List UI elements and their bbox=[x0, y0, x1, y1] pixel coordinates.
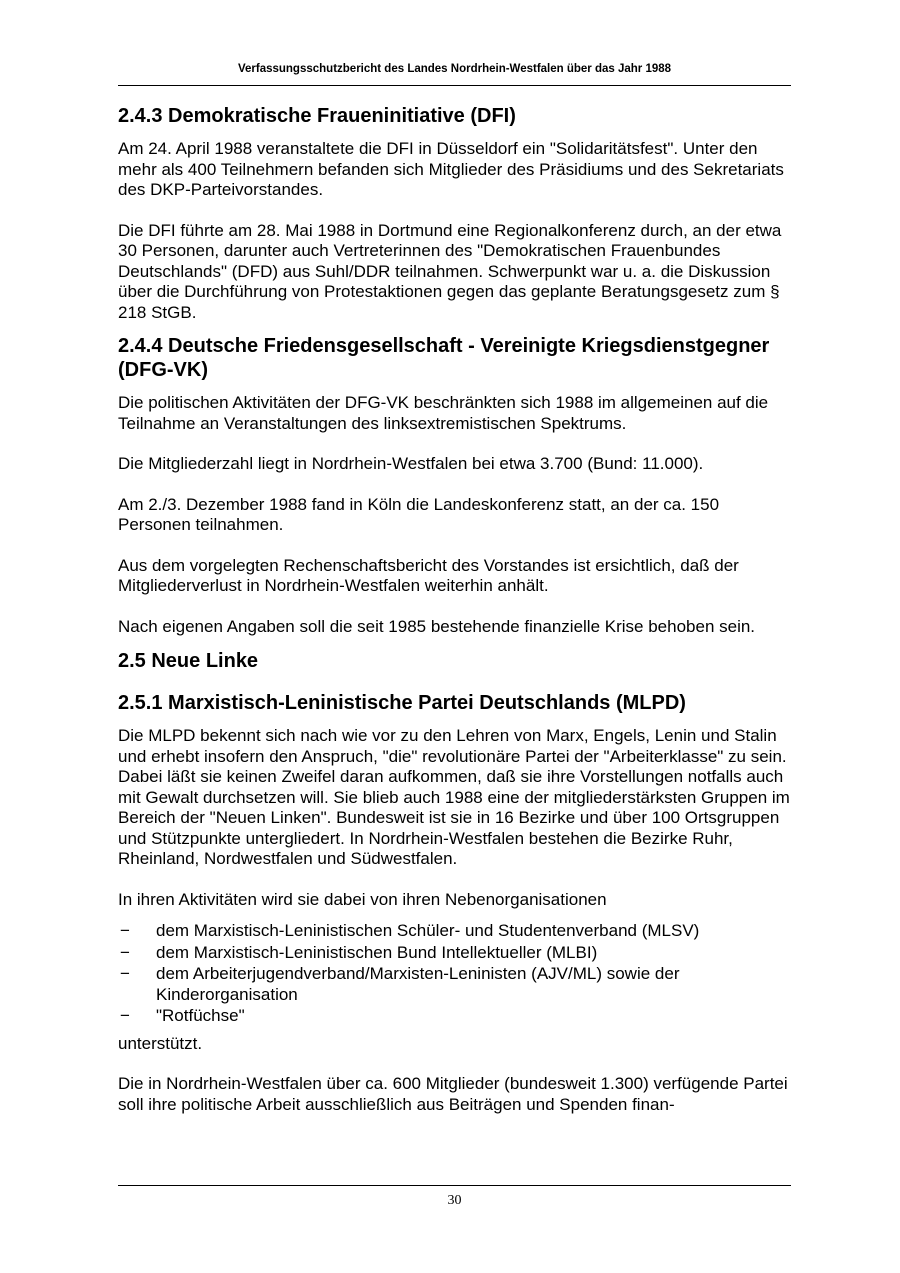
header-rule bbox=[118, 85, 791, 86]
list-item: − dem Marxistisch-Leninistischen Schüler- und Studentenverband (MLSV) bbox=[120, 921, 700, 940]
running-header: Verfassungsschutzbericht des Landes Nordrhein-Westfalen über das Jahr 1988 bbox=[237, 63, 672, 75]
paragraph: Aus dem vorgelegten Rechenschaftsbericht des Vorstandes ist ersichtlich, daß der Mitgliederverlust in Nordrhein-Westfalen weiterhin anhält. bbox=[118, 555, 739, 595]
dash-marker: − bbox=[120, 1006, 130, 1025]
dash-marker: − bbox=[120, 921, 130, 940]
paragraph: Am 24. April 1988 veranstaltete die DFI in Düsseldorf ein "Solidaritätsfest". Unter den mehr als 400 Teilnehmern befanden sich Mitglieder des Präsidiums und des Sekretariats des DKP-Parteivorstandes. bbox=[118, 139, 784, 199]
dash-marker: − bbox=[120, 942, 130, 962]
paragraph: Am 2./3. Dezember 1988 fand in Köln die Landeskonferenz statt, an der ca. 150 Personen teilnahmen. bbox=[118, 494, 720, 534]
list-item: − dem Marxistisch-Leninistischen Bund Intellektueller (MLBI) bbox=[120, 942, 598, 962]
organization-list bbox=[118, 921, 791, 1027]
paragraph: Die DFI führte am 28. Mai 1988 in Dortmund eine Regionalkonferenz durch, an der etwa 30 Personen, darunter auch Vertreterinnen des "Demokratischen Frauenbundes Deutschlands" (DFD) aus Suhl/DDR teilnahmen. Schwerpunkt war u. a. die Diskussion über die Durchführung von Protestaktionen gegen das geplante Beratungsgesetz zum § 218 StGB. bbox=[118, 220, 782, 322]
paragraph: unterstützt. bbox=[118, 1033, 203, 1053]
paragraph: Die Mitgliederzahl liegt in Nordrhein-Westfalen bei etwa 3.700 (Bund: 11.000). bbox=[118, 454, 704, 473]
list-item: − "Rotfüchse" bbox=[120, 1006, 245, 1025]
page-body bbox=[118, 104, 791, 1135]
paragraph: Die politischen Aktivitäten der DFG-VK beschränkten sich 1988 im allgemeinen auf die Teilnahme an Veranstaltungen des linksextremistischen Spektrums. bbox=[118, 393, 769, 433]
paragraph: Die MLPD bekennt sich nach wie vor zu den Lehren von Marx, Engels, Lenin und Stalin und erhebt insofern den Anspruch, "die" revolutionäre Partei der "Arbeiterklasse" zu sein. Dabei läßt sie keinen Zweifel daran aufkommen, daß sie ihre Vorstellungen notfalls auch mit Gewalt durchsetzen will. Sie blieb auch 1988 eine der mitgliederstärksten Gruppen im Bereich der "Neuen Linken". Bundesweit ist sie in 16 Bezirke und über 100 Ortsgruppen und Stützpunkte untergliedert. In Nordrhein-Westfalen bestehen die Bezirke Ruhr, Rheinland, Nordwestfalen und Südwestfalen. bbox=[118, 726, 790, 868]
paragraph: Nach eigenen Angaben soll die seit 1985 bestehende finanzielle Krise behoben sein. bbox=[118, 616, 756, 636]
list-item: − dem Arbeiterjugendverband/Marxisten-Leninisten (AJV/ML) sowie der Kinderorganisation bbox=[120, 964, 680, 1004]
paragraph: Die in Nordrhein-Westfalen über ca. 600 Mitglieder (bundesweit 1.300) verfügende Partei soll ihre politische Arbeit ausschließlich aus Beiträgen und Spenden finan- bbox=[118, 1074, 788, 1114]
section-heading-mlpd: 2.5.1 Marxistisch-Leninistische Partei Deutschlands (MLPD) bbox=[118, 692, 686, 714]
footer-rule bbox=[118, 1185, 791, 1186]
dash-marker: − bbox=[120, 964, 130, 983]
section-heading-dfg-vk: 2.4.4 Deutsche Friedensgesellschaft - Vereinigte Kriegsdienstgegner (DFG-VK) bbox=[118, 335, 770, 381]
section-heading-dfi: 2.4.3 Demokratische Fraueninitiative (DFI) bbox=[118, 105, 516, 127]
paragraph: In ihren Aktivitäten wird sie dabei von ihren Nebenorganisationen bbox=[118, 889, 607, 909]
page-number: 30 bbox=[447, 1193, 462, 1208]
section-heading-neue-linke: 2.5 Neue Linke bbox=[118, 650, 259, 672]
